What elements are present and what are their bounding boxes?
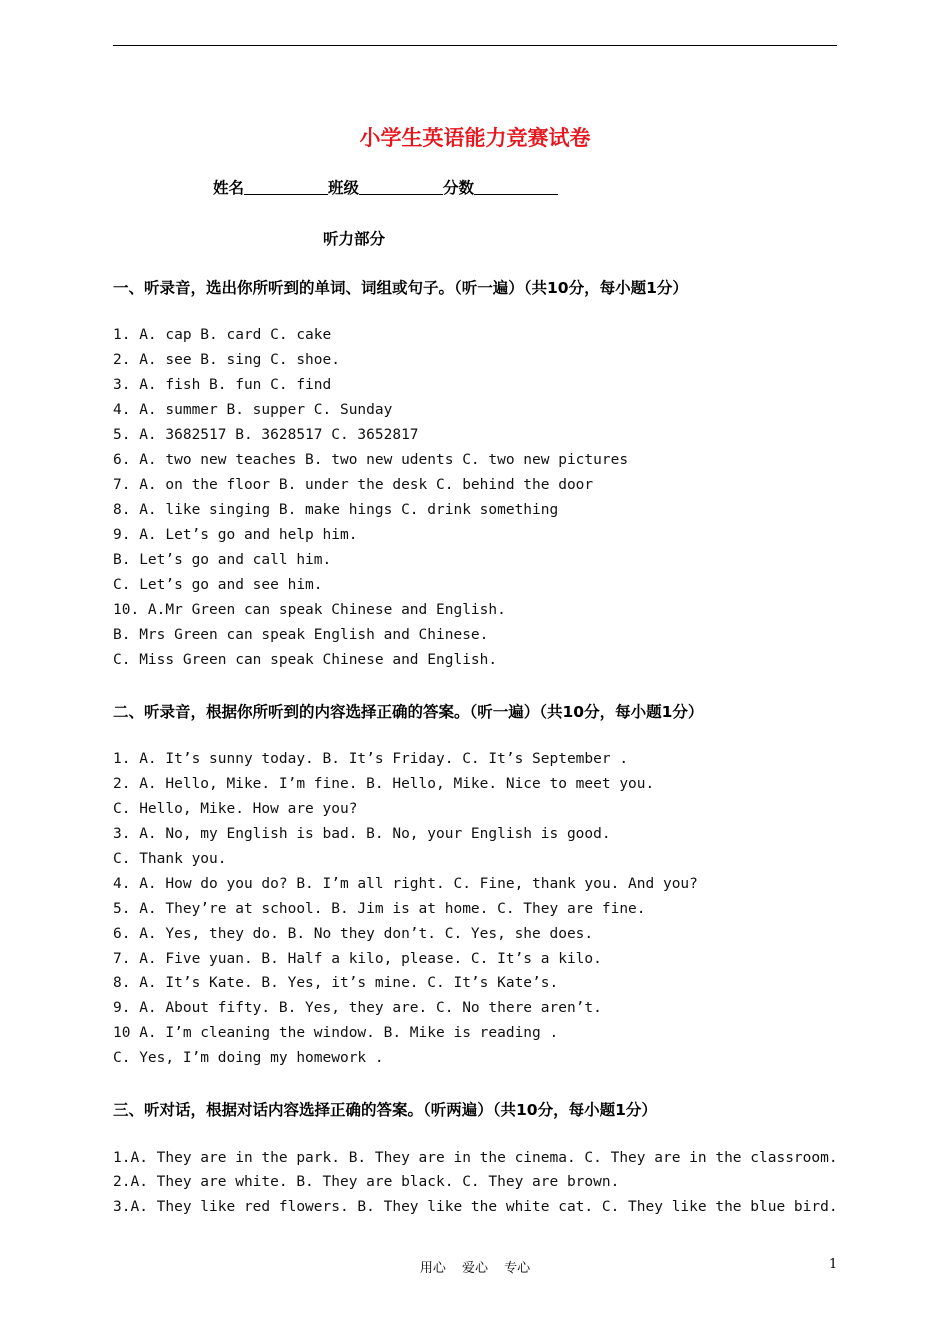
page-footer: 用心 爱心 专心 [419, 1261, 531, 1276]
section2-line: 7. A. Five yuan. B. Half a kilo, please. C. It’s a kilo. [113, 951, 602, 967]
section3-line: 1.A. They are in the park. B. They are in the cinema. C. They are in the classroom. [113, 1150, 838, 1166]
header-rule [113, 45, 837, 46]
section1-line: 2. A. see B. sing C. shoe. [113, 352, 340, 368]
section2-line: 2. A. Hello, Mike. I’m fine. B. Hello, Mike. Nice to meet you. [113, 776, 655, 792]
score-label: 分数 [443, 179, 475, 197]
part-title: 听力部分 [323, 230, 386, 248]
section1-line: C. Let’s go and see him. [113, 577, 323, 593]
section3-line: 2.A. They are white. B. They are black. C. They are brown. [113, 1174, 620, 1190]
section3-heading: 三、听对话，根据对话内容选择正确的答案。（听两遍）（共10分，每小题1分） [113, 1101, 657, 1119]
score-blank [474, 179, 558, 195]
section1-line: B. Let’s go and call him. [113, 552, 332, 568]
class-blank [359, 179, 443, 195]
section2-line: 10 A. I’m cleaning the window. B. Mike is reading . [113, 1025, 559, 1041]
section1-line: B. Mrs Green can speak English and Chinese. [113, 627, 489, 643]
exam-title: 小学生英语能力竞赛试卷 [359, 126, 591, 150]
section2-line: C. Thank you. [113, 851, 227, 867]
section1-line: 10. A.Mr Green can speak Chinese and English. [113, 602, 506, 618]
section2-line: 5. A. They’re at school. B. Jim is at home. C. They are fine. [113, 901, 646, 917]
section1-line: 4. A. summer B. supper C. Sunday [113, 402, 393, 418]
section2-heading: 二、听录音，根据你所听到的内容选择正确的答案。（听一遍）（共10分，每小题1分） [113, 703, 704, 721]
class-label: 班级 [328, 179, 360, 197]
section1-line: 8. A. like singing B. make hings C. drink something [113, 502, 559, 518]
section1-heading: 一、听录音，选出你所听到的单词、词组或句子。（听一遍）（共10分，每小题1分） [113, 279, 688, 297]
section2-line: 9. A. About fifty. B. Yes, they are. C. No there aren’t. [113, 1000, 602, 1016]
section2-line: 8. A. It’s Kate. B. Yes, it’s mine. C. It’s Kate’s. [113, 975, 559, 991]
section1-line: 3. A. fish B. fun C. find [113, 377, 332, 393]
section1-line: 7. A. on the floor B. under the desk C. behind the door [113, 477, 594, 493]
section1-line: 6. A. two new teaches B. two new udents C. two new pictures [113, 452, 629, 468]
section2-line: 3. A. No, my English is bad. B. No, your English is good. [113, 826, 611, 842]
section1-line: 5. A. 3682517 B. 3628517 C. 3652817 [113, 427, 419, 443]
section1-line: 1. A. cap B. card C. cake [113, 327, 332, 343]
name-blank [244, 179, 328, 195]
student-info-row [213, 176, 558, 198]
section2-line: C. Hello, Mike. How are you? [113, 801, 358, 817]
section2-line: 1. A. It’s sunny today. B. It’s Friday. C. It’s September . [113, 751, 629, 767]
section2-line: C. Yes, I’m doing my homework . [113, 1050, 384, 1066]
section1-line: C. Miss Green can speak Chinese and English. [113, 652, 498, 668]
section1-line: 9. A. Let’s go and help him. [113, 527, 358, 543]
section3-line: 3.A. They like red flowers. B. They like the white cat. C. They like the blue bird. [113, 1199, 838, 1215]
page-number: 1 [829, 1257, 838, 1272]
section2-line: 4. A. How do you do? B. I’m all right. C. Fine, thank you. And you? [113, 876, 698, 892]
name-label: 姓名 [213, 179, 245, 197]
section2-line: 6. A. Yes, they do. B. No they don’t. C. Yes, she does. [113, 926, 594, 942]
